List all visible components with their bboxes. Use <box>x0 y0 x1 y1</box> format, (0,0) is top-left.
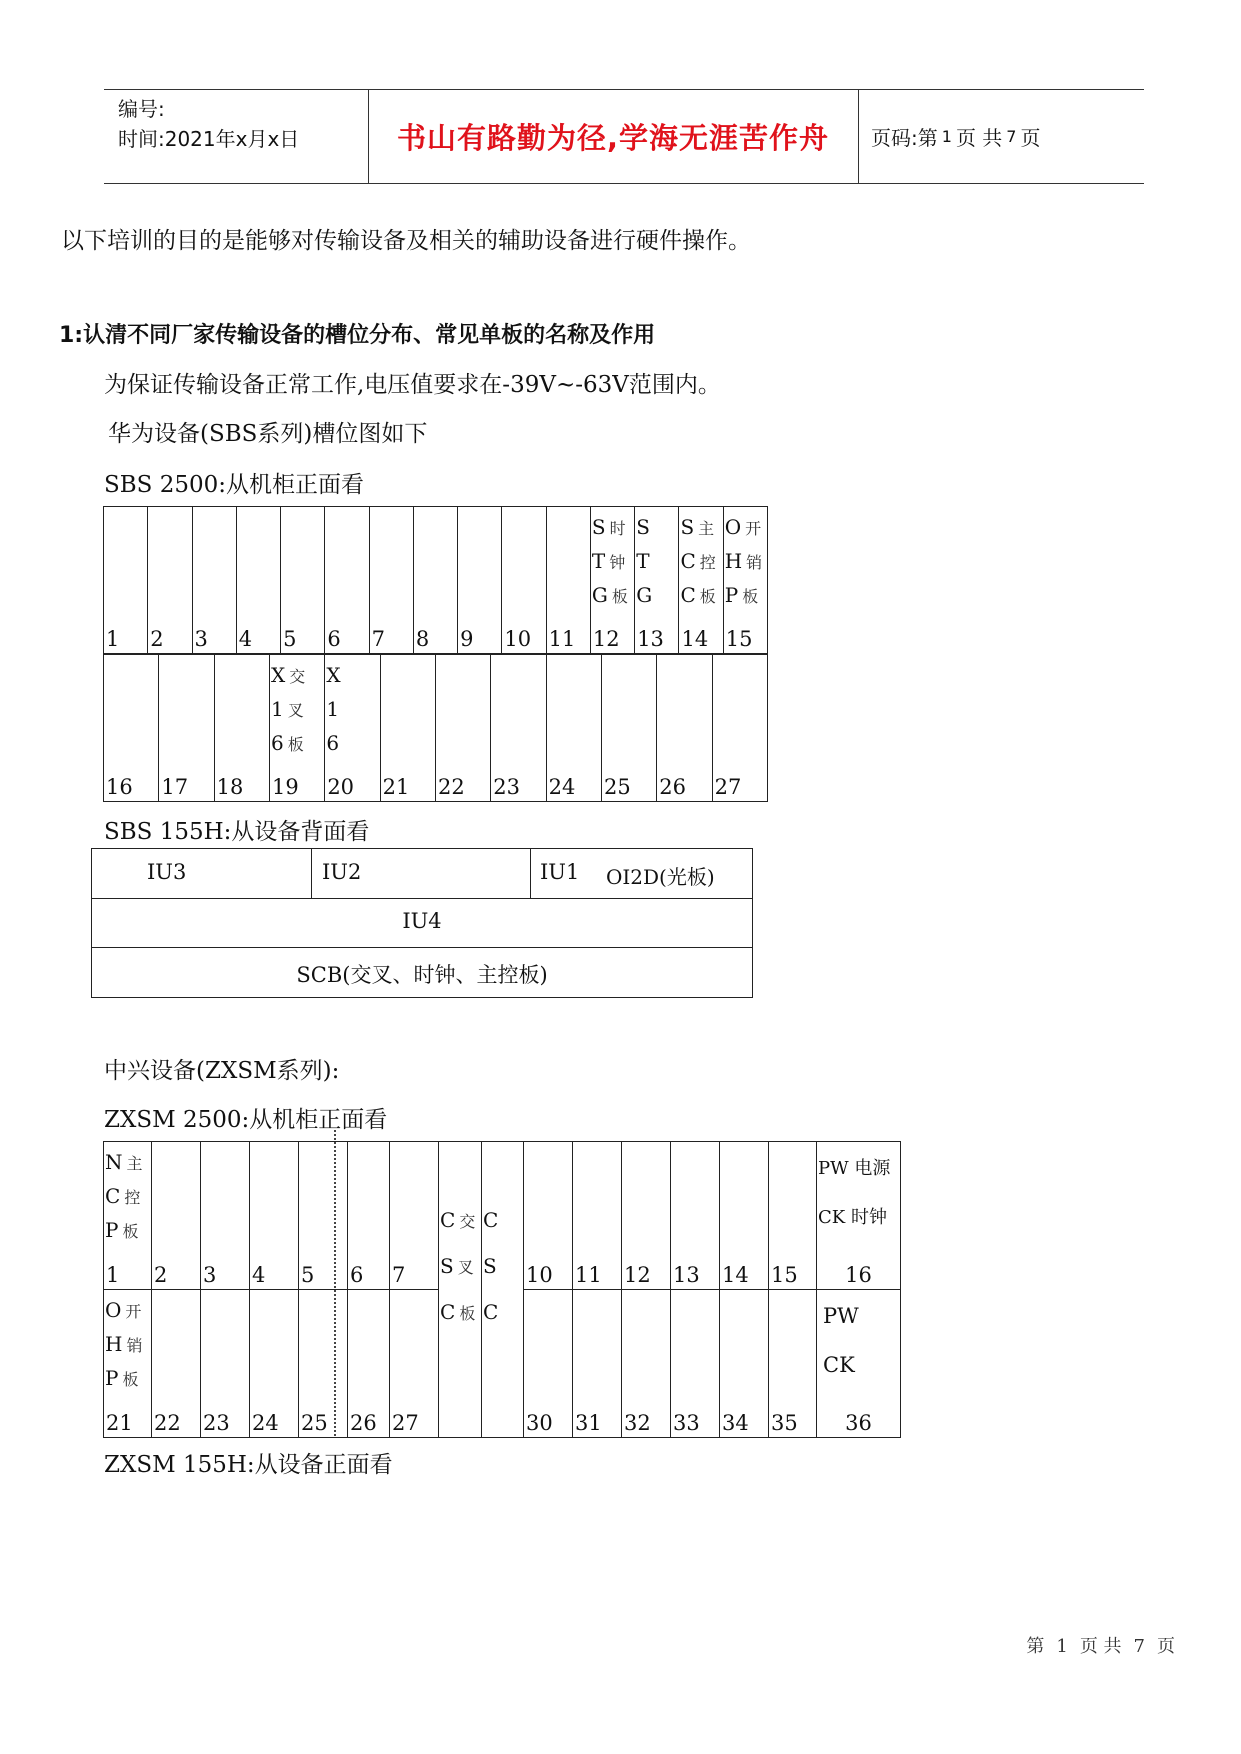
board-name: 销 <box>746 553 763 572</box>
slot-number: 31 <box>575 1411 602 1435</box>
slot-10 <box>502 507 546 654</box>
board-label-line <box>592 511 628 545</box>
slot-csc-2 <box>482 1142 524 1438</box>
board-label <box>818 1144 890 1242</box>
slot-number: 11 <box>575 1263 602 1287</box>
divider <box>530 849 531 898</box>
slot-number: 17 <box>161 775 189 799</box>
board-code: X <box>270 663 286 687</box>
board-label-line <box>271 693 305 727</box>
slot-26 <box>348 1290 390 1438</box>
board-label <box>680 511 715 613</box>
page-suffix: 页 <box>1020 126 1041 150</box>
slot-26 <box>657 655 712 802</box>
divider-dotted <box>334 1130 336 1436</box>
slot-24 <box>250 1290 299 1438</box>
slot-number: 14 <box>681 627 709 651</box>
board-label-line <box>725 545 762 579</box>
slot-4 <box>250 1142 299 1290</box>
board-name: 板 <box>699 587 716 606</box>
slot-number: 13 <box>673 1263 700 1287</box>
slot-23 <box>491 655 546 802</box>
iu2-label: IU2 <box>322 860 362 884</box>
board-code: O <box>724 515 742 539</box>
slot-number: 4 <box>238 627 253 651</box>
slot-number: 5 <box>283 627 297 651</box>
header-motto: 书山有路勤为径,学海无涯苦作舟 <box>396 121 830 155</box>
slot-21 <box>104 1290 152 1438</box>
slot-number: 18 <box>216 775 244 799</box>
board-label <box>823 1292 859 1390</box>
huawei-intro: 华为设备(SBS系列)槽位图如下 <box>108 421 428 447</box>
board-code: P <box>724 583 739 607</box>
intro-text: 以下培训的目的是能够对传输设备及相关的辅助设备进行硬件操作。 <box>61 228 751 254</box>
slot-number: 35 <box>771 1411 798 1435</box>
iu3-label: IU3 <box>147 860 187 884</box>
slot-31 <box>573 1290 622 1438</box>
board-name: 开 <box>745 519 762 538</box>
oi2d-label: OI2D(光板) <box>606 865 715 889</box>
board-label-line <box>440 1244 475 1290</box>
slot-number: 3 <box>203 1263 217 1287</box>
board-label <box>326 659 344 761</box>
footer-prefix: 第 <box>1026 1636 1045 1657</box>
slot-13 <box>635 507 679 654</box>
board-code: C <box>105 1184 121 1208</box>
slot-27 <box>390 1290 439 1438</box>
slot-number: 10 <box>526 1263 553 1287</box>
slot-number: 33 <box>673 1411 700 1435</box>
board-label-line <box>105 1180 143 1214</box>
slot-12 <box>590 507 634 654</box>
slot-number: 15 <box>771 1263 798 1287</box>
sbs2500-label: SBS 2500:从机柜正面看 <box>104 472 365 498</box>
slot-number: 12 <box>592 627 620 651</box>
board-label-line: PW <box>823 1304 859 1328</box>
slot-30 <box>524 1290 573 1438</box>
board-code: P <box>105 1366 119 1390</box>
board-label <box>271 659 305 761</box>
slot-number: 16 <box>845 1263 872 1287</box>
slot-number: 26 <box>350 1411 377 1435</box>
slot-number: 5 <box>301 1263 315 1287</box>
slot-number: 26 <box>659 775 687 799</box>
board-code: G <box>636 583 653 607</box>
iu4-label: IU4 <box>402 909 442 933</box>
board-label-line <box>592 579 628 613</box>
iu1-label: IU1 <box>540 860 580 884</box>
slot-number: 22 <box>154 1411 181 1435</box>
slot-34 <box>720 1290 769 1438</box>
board-code: G <box>591 583 608 607</box>
slot-1 <box>104 1142 152 1290</box>
slot-7 <box>369 507 413 654</box>
board-code: C <box>680 549 696 573</box>
slot-number: 3 <box>194 627 208 651</box>
slot-number: 19 <box>271 775 299 799</box>
board-name: 钟 <box>609 553 626 572</box>
board-code: O <box>105 1298 122 1322</box>
slot-17 <box>159 655 214 802</box>
board-name: 控 <box>124 1188 141 1207</box>
slot-13 <box>671 1142 720 1290</box>
slot-24 <box>546 655 601 802</box>
sbs2500-top-row <box>103 506 768 654</box>
slot-number: 25 <box>301 1411 328 1435</box>
board-label-line <box>326 693 344 727</box>
slot-number: 36 <box>845 1411 872 1435</box>
slot-36 <box>817 1290 901 1438</box>
board-label-line: CK 时钟 <box>818 1207 887 1228</box>
board-code: X <box>326 663 341 687</box>
slot-32 <box>622 1290 671 1438</box>
board-name: 板 <box>459 1304 476 1323</box>
slot-14 <box>679 507 723 654</box>
board-code: T <box>591 549 606 573</box>
board-label-line <box>440 1198 475 1244</box>
header-meta <box>118 94 299 154</box>
board-code: S <box>440 1254 454 1278</box>
board-name: 板 <box>742 587 759 606</box>
board-label <box>483 1198 498 1336</box>
slot-16 <box>104 655 159 802</box>
slot-number: 23 <box>203 1411 230 1435</box>
slot-number: 2 <box>150 627 164 651</box>
page-mid: 页 共 <box>955 126 1003 150</box>
zxsm155h-label: ZXSM 155H:从设备正面看 <box>104 1452 393 1478</box>
slot-2 <box>148 507 192 654</box>
board-name: 板 <box>287 735 304 754</box>
slot-16 <box>817 1142 901 1290</box>
slot-5 <box>281 507 325 654</box>
board-label-line <box>105 1214 143 1248</box>
zxsm2500-diagram <box>103 1141 901 1438</box>
board-code: 6 <box>326 731 340 755</box>
slot-number: 7 <box>371 627 385 651</box>
board-label-line <box>440 1290 475 1336</box>
slot-20 <box>325 655 380 802</box>
slot-15 <box>723 507 767 654</box>
slot-number: 32 <box>624 1411 651 1435</box>
slot-number: 14 <box>722 1263 749 1287</box>
slot-3 <box>201 1142 250 1290</box>
slot-27 <box>712 655 767 802</box>
board-label-line <box>271 659 305 693</box>
footer-suffix: 页 <box>1157 1636 1175 1657</box>
board-code: P <box>105 1218 119 1242</box>
slot-1 <box>104 507 148 654</box>
slot-10 <box>524 1142 573 1290</box>
board-label-line <box>636 579 656 613</box>
slot-number: 6 <box>327 627 341 651</box>
board-code: C <box>680 583 696 607</box>
board-label-line <box>105 1328 142 1362</box>
slot-number: 11 <box>548 627 576 651</box>
board-code: C <box>440 1300 456 1324</box>
page-total: 7 <box>1006 127 1017 146</box>
footer-total: 7 <box>1133 1636 1145 1657</box>
board-label-line <box>636 511 656 545</box>
slot-23 <box>201 1290 250 1438</box>
board-name: 板 <box>122 1222 139 1241</box>
board-label-line <box>483 1290 498 1336</box>
scb-label: SCB(交叉、时钟、主控板) <box>296 963 548 987</box>
board-name: 板 <box>611 587 628 606</box>
serial-label: 编号: <box>118 97 165 121</box>
board-code: H <box>724 549 743 573</box>
divider <box>311 849 312 898</box>
header-divider <box>858 90 859 183</box>
board-label <box>105 1146 143 1248</box>
board-label-line <box>680 579 715 613</box>
board-label <box>592 511 628 613</box>
board-label-line <box>105 1362 142 1396</box>
board-label-line <box>105 1294 142 1328</box>
slot-number: 13 <box>637 627 664 651</box>
footer-current: 1 <box>1056 1636 1068 1657</box>
slot-22 <box>152 1290 201 1438</box>
slot-number: 9 <box>460 627 474 651</box>
slot-number: 21 <box>382 775 410 799</box>
slot-number: 8 <box>415 627 430 651</box>
board-name: 交 <box>459 1212 476 1231</box>
slot-12 <box>622 1142 671 1290</box>
slot-number: 15 <box>725 627 753 651</box>
board-code: N <box>105 1150 123 1174</box>
board-name: 开 <box>125 1302 142 1321</box>
slot-number: 27 <box>714 775 742 799</box>
board-label-line <box>326 659 344 693</box>
sbs2500-bottom-row <box>103 654 768 802</box>
slot-number: 25 <box>603 775 631 799</box>
board-label <box>636 511 656 613</box>
slot-6 <box>348 1142 390 1290</box>
board-label <box>725 511 762 613</box>
board-name: 主 <box>698 519 715 538</box>
slot-11 <box>546 507 590 654</box>
slot-25 <box>299 1290 348 1438</box>
board-name: 叉 <box>287 701 304 720</box>
slot-35 <box>769 1290 817 1438</box>
slot-number: 16 <box>106 775 133 799</box>
page-footer <box>1020 1632 1181 1658</box>
board-label-line <box>592 545 628 579</box>
board-name: 主 <box>126 1154 143 1173</box>
slot-2 <box>152 1142 201 1290</box>
board-code: S <box>483 1254 497 1278</box>
page-header <box>104 89 1144 184</box>
board-code: T <box>636 549 650 573</box>
slot-number: 6 <box>350 1263 364 1287</box>
slot-4 <box>236 507 280 654</box>
slot-33 <box>671 1290 720 1438</box>
footer-mid: 页 共 <box>1079 1636 1122 1657</box>
slot-number: 24 <box>548 775 576 799</box>
slot-number: 20 <box>327 775 355 799</box>
board-name: 控 <box>699 553 716 572</box>
slot-8 <box>413 507 457 654</box>
page-prefix: 页码:第 <box>871 126 938 150</box>
slot-csc <box>439 1142 482 1438</box>
page-current: 1 <box>941 127 952 146</box>
slot-number: 10 <box>504 627 532 651</box>
slot-21 <box>380 655 435 802</box>
slot-9 <box>458 507 502 654</box>
time-label: 时间:2021年x月x日 <box>118 127 300 151</box>
board-code: C <box>483 1300 499 1324</box>
board-code: C <box>483 1208 499 1232</box>
slot-25 <box>601 655 656 802</box>
voltage-text: 为保证传输设备正常工作,电压值要求在-39V~-63V范围内。 <box>104 372 721 398</box>
board-label-line <box>680 545 715 579</box>
zte-intro: 中兴设备(ZXSM系列): <box>104 1058 340 1084</box>
slot-7 <box>390 1142 439 1290</box>
slot-number: 34 <box>722 1411 749 1435</box>
sbs155h-label: SBS 155H:从设备背面看 <box>104 819 370 845</box>
slot-15 <box>769 1142 817 1290</box>
board-label <box>440 1198 475 1336</box>
board-code: S <box>636 515 650 539</box>
board-label-line <box>725 511 762 545</box>
slot-number: 7 <box>392 1263 406 1287</box>
slot-number: 21 <box>106 1411 133 1435</box>
board-label-line <box>326 727 344 761</box>
slot-number: 27 <box>392 1411 419 1435</box>
board-label-line <box>105 1146 143 1180</box>
slot-19 <box>269 655 324 802</box>
slot-22 <box>435 655 490 802</box>
slot-number: 24 <box>252 1411 279 1435</box>
slot-number: 23 <box>493 775 521 799</box>
slot-number: 12 <box>624 1263 651 1287</box>
board-label <box>105 1294 142 1396</box>
header-page-info <box>871 90 1040 183</box>
zxsm2500-label: ZXSM 2500:从机柜正面看 <box>104 1107 388 1133</box>
board-code: 1 <box>326 697 340 721</box>
slot-number: 1 <box>106 627 120 651</box>
board-label-line: CK <box>823 1353 855 1377</box>
board-code: S <box>591 515 606 539</box>
board-name: 叉 <box>457 1258 474 1277</box>
board-name: 时 <box>609 519 626 538</box>
slot-3 <box>192 507 236 654</box>
slot-5 <box>299 1142 348 1290</box>
board-code: 6 <box>270 731 284 755</box>
slot-number: 1 <box>106 1263 120 1287</box>
slot-11 <box>573 1142 622 1290</box>
board-name: 板 <box>122 1370 139 1389</box>
board-name: 交 <box>289 667 306 686</box>
board-label-line <box>725 579 762 613</box>
board-label-line <box>271 727 305 761</box>
board-code: H <box>105 1332 123 1356</box>
sbs155h-diagram <box>91 848 753 998</box>
board-code: S <box>680 515 695 539</box>
board-code: 1 <box>270 697 284 721</box>
slot-number: 22 <box>437 775 465 799</box>
board-label-line <box>680 511 715 545</box>
board-label-line <box>483 1244 498 1290</box>
slot-number: 2 <box>154 1263 168 1287</box>
slot-6 <box>325 507 369 654</box>
board-label-line <box>636 545 656 579</box>
slot-14 <box>720 1142 769 1290</box>
slot-number: 30 <box>526 1411 553 1435</box>
board-label-line: PW 电源 <box>818 1158 891 1179</box>
slot-18 <box>214 655 269 802</box>
board-code: C <box>440 1208 456 1232</box>
section-title: 1:认清不同厂家传输设备的槽位分布、常见单板的名称及作用 <box>59 323 656 348</box>
board-label-line <box>483 1198 498 1244</box>
board-name: 销 <box>126 1336 143 1355</box>
slot-number: 4 <box>252 1263 266 1287</box>
